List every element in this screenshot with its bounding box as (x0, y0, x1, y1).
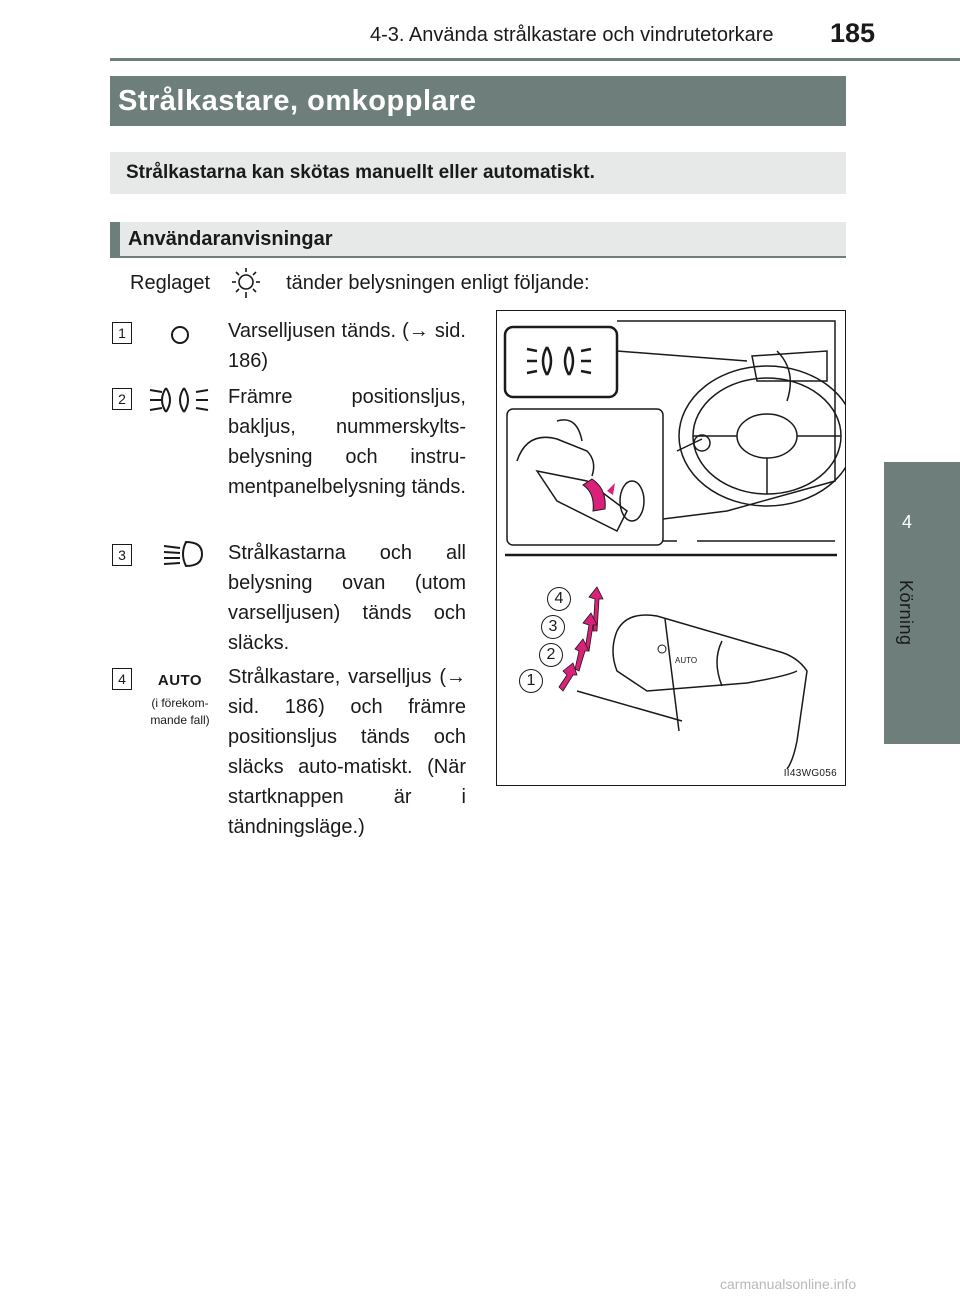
summary-box: Strålkastarna kan skötas manuellt eller automatiskt. (110, 152, 846, 194)
headlight-switch-icon (228, 267, 264, 301)
figure-callout-4: 4 (547, 587, 571, 611)
header-rule (110, 58, 960, 61)
intro-line (130, 268, 590, 298)
subheading: Användaranvisningar (110, 222, 846, 258)
page-number: 185 (830, 18, 876, 48)
intro-before: Reglaget (130, 272, 211, 294)
auto-icon-text: AUTO (157, 672, 203, 689)
figure-callout-1: 1 (519, 669, 543, 693)
chapter-label: Körning (896, 580, 916, 646)
figure (496, 310, 846, 786)
item-text-4: Strålkastare, varselljus (→ sid. 186) och främre positionsljus tänds och släcks auto-matiskt. (När startknappen är i tändningsläge.) (228, 666, 466, 838)
position-light-icon (148, 384, 210, 416)
figure-callout-3: 3 (541, 615, 565, 639)
item-text-1: Varselljusen tänds. (→ sid. 186) (228, 320, 466, 372)
headlight-icon (158, 538, 206, 570)
drl-icon (168, 322, 192, 348)
header-section-title: 4-3. Använda strålkastare och vindrutetorkare (370, 24, 774, 46)
item-number-1: 1 (112, 322, 132, 344)
chapter-number: 4 (901, 512, 912, 532)
item-text-2: Främre positionsljus, bakljus, nummerskylts-belysning och instru-mentpanelbelysning tänds. (228, 386, 466, 498)
figure-callout-2: 2 (539, 643, 563, 667)
item-number-3: 3 (112, 544, 132, 566)
item-text-3: Strålkastarna och all belysning ovan (utom varselljusen) tänds och släcks. (228, 542, 466, 654)
stalk-auto-text: AUTO (675, 656, 698, 665)
auto-label (140, 672, 220, 729)
intro-after: tänder belysningen enligt följande: (286, 272, 590, 294)
watermark: carmanualsonline.info (720, 1276, 857, 1292)
page-title: Strålkastare, omkopplare (110, 76, 846, 126)
figure-id: II43WG056 (783, 768, 837, 779)
figure-illustration (497, 311, 845, 785)
item-number-4: 4 (112, 668, 132, 690)
auto-note: (i förekom-mande fall) (150, 696, 210, 727)
item-number-2: 2 (112, 388, 132, 410)
